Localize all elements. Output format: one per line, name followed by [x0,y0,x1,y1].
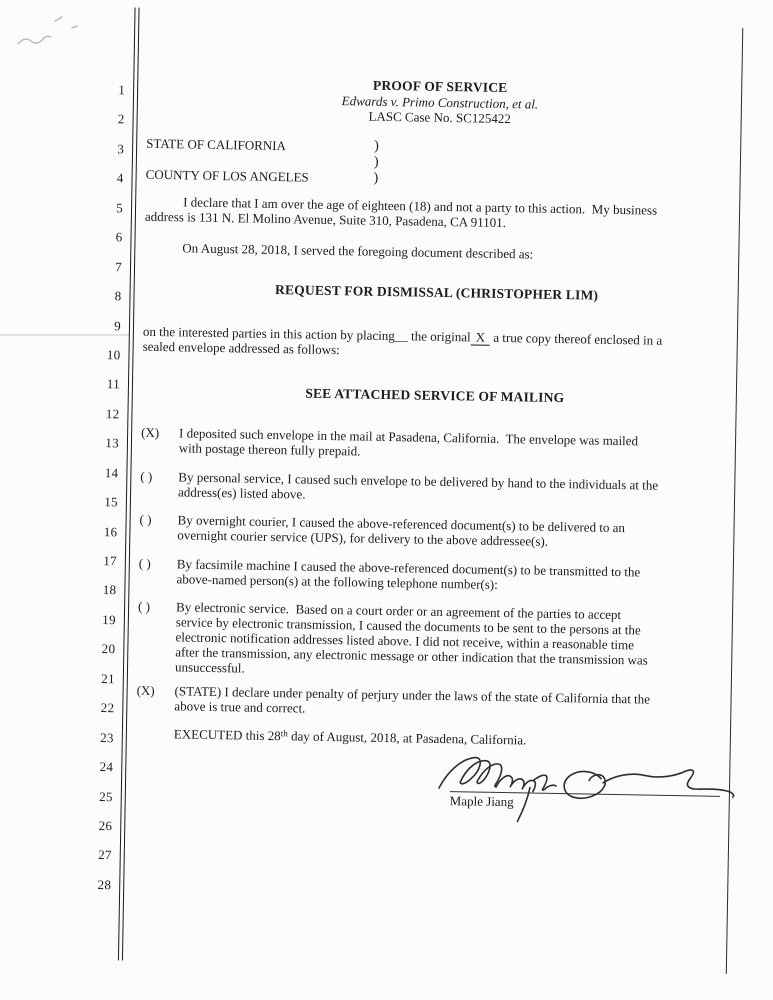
served-line: On August 28, 2018, I served the foregoing document described as: [182,240,534,262]
line-number: 1 [118,82,126,98]
execution-pre: EXECUTED this 28 [173,726,281,744]
line-number: 27 [98,847,112,863]
line-number: 17 [103,553,118,569]
line-number: 2 [117,111,125,127]
line-number: 15 [104,494,119,510]
service-item [139,512,729,552]
service-item [141,425,731,465]
line-number: 4 [116,170,124,186]
checkbox-mark: ( ) [140,468,153,484]
line-number: 8 [114,288,122,304]
line-number: 18 [102,582,117,598]
page-title: PROOF OF SERVICE [372,77,508,96]
service-sentence-part1: on the interested parties in this action by placing [142,323,396,344]
service-item [140,469,730,509]
checkbox-mark: ( ) [139,511,152,527]
service-item [138,556,728,596]
venue-paren: ) [373,154,379,170]
checkbox-mark: ( ) [137,598,151,614]
line-number: 26 [98,817,113,834]
line-number: 3 [117,141,125,157]
service-item [137,599,728,684]
x-mark: X [471,329,491,345]
service-item-text: By overnight courier, I caused the above-referenced document(s) to be delivered to an overnight courier service (UPS), for delivery to the above addressee(s). [177,512,626,549]
line-number: 10 [106,347,121,363]
signer-name: Maple Jiang [449,793,514,810]
line-number: 28 [97,876,112,893]
service-item-text: By personal service, I caused such envelope to be delivered by hand to the individuals at the address(es) listed above. [177,469,659,502]
checkbox-mark: ( ) [138,555,151,571]
service-item-text: By electronic service. Based on a court order or an agreement of the parties to accept service by electronic transmission, I caused the documents to be sent to the persons at the electronic notification addresses listed above. I did not receive, within a reasonable time after the transmission, any electronic message or other indication that the transmission was unsuccessful. [174,599,648,676]
service-method-paragraph [143,324,663,363]
signature-handwriting [432,742,743,827]
line-number: 14 [104,464,119,481]
line-number: 13 [105,435,120,451]
line-number: 11 [106,376,121,392]
service-item-text: I deposited such envelope in the mail at Pasadena, California. The envelope was mailed with postage thereon fully prepaid. [178,425,639,459]
line-number-column [63,75,125,900]
line-number: 9 [114,317,122,333]
line-number: 21 [101,670,115,687]
line-number: 12 [105,405,120,422]
checkbox-mark: (X) [141,424,160,441]
document-title: REQUEST FOR DISMISSAL (CHRISTOPHER LIM) [274,282,599,303]
line-number: 20 [101,641,116,657]
case-number: LASC Case No. SC125422 [368,108,511,127]
line-number: 7 [115,258,123,274]
service-item-text: By facsimile machine I caused the above-referenced document(s) to be transmitted to the above-named person(s) at the following telephone number(s): [176,556,641,592]
venue-county: COUNTY OF LOS ANGELES [145,166,309,185]
line-number: 16 [103,523,118,539]
venue-state: STATE OF CALIFORNIA [146,135,287,154]
line-number: 5 [116,199,124,216]
service-item-text: (STATE) I declare under penalty of perjury under the laws of the state of California that the above is true and correct. [174,683,651,716]
line-number: 6 [115,229,123,245]
checkbox-mark: (X) [136,682,155,698]
service-blank: __ [394,328,408,344]
attachment-notice: SEE ATTACHED SERVICE OF MAILING [305,385,565,406]
line-number: 25 [99,788,113,804]
execution-superscript: th [280,728,288,739]
service-sentence-part3: a true copy thereof enclosed in a sealed envelope addressed as follows: [142,329,663,358]
line-number: 23 [100,729,114,745]
line-number: 19 [102,611,117,628]
service-sentence-part2: the original [407,328,471,345]
venue-paren: ) [374,138,379,154]
service-item [136,683,726,723]
declaration-paragraph: I declare that I am over the age of eighteen (18) and not a party to this action. My business address is 131 N. El Molino Avenue, Suite 310, Pasadena, CA 91101. [144,194,658,231]
execution-post: day of August, 2018, at Pasadena, California. [287,728,527,748]
line-number: 22 [100,700,115,716]
line-number: 24 [99,759,114,775]
venue-paren: ) [373,170,379,186]
case-name: Edwards v. Primo Construction, et al. [341,93,539,112]
